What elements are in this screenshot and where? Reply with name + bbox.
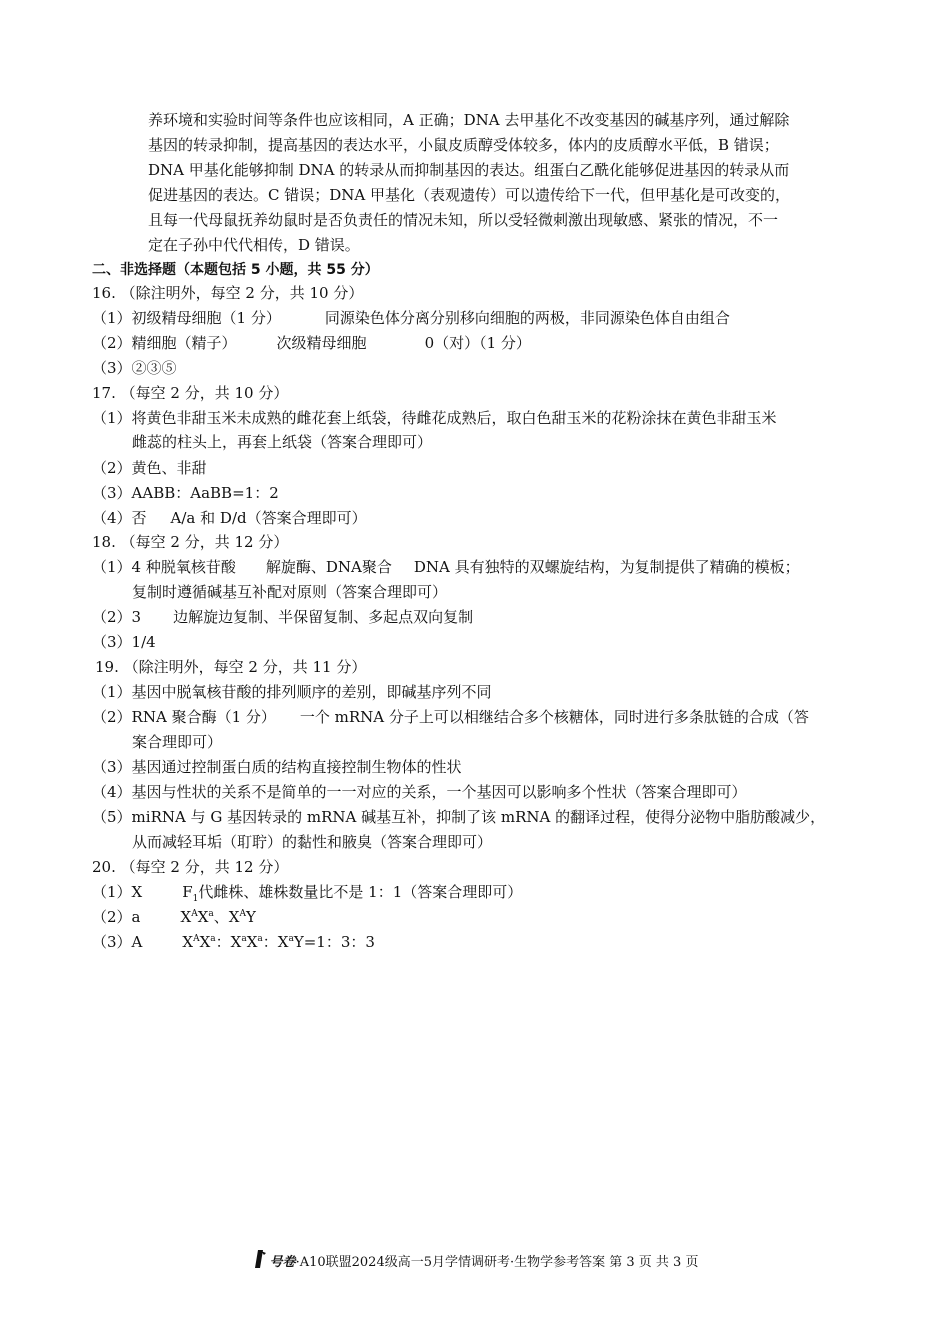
q17-answer-2: （2）黄色、非甜 — [92, 459, 207, 477]
q18-answer-1 — [92, 557, 800, 577]
q20-a2-label: （2）a — [92, 908, 141, 926]
q18-a2-label: （2）3 — [92, 608, 142, 626]
q19-a2-label: （2）RNA 聚合酶（1 分） — [92, 708, 276, 726]
q19-answer-4: （4）基因与性状的关系不是简单的一一对应的关系，一个基因可以影响多个性状（答案合理即可） — [92, 783, 747, 801]
q19-answer-1: （1）基因中脱氧核苷酸的排列顺序的差别，即碱基序列不同 — [92, 683, 492, 701]
q19-answer-3: （3）基因通过控制蛋白质的结构直接控制生物体的性状 — [92, 758, 462, 776]
q16-a2-extra: 0（对）（1 分） — [424, 334, 531, 352]
q16-a1-label: （1）初级精母细胞（1 分） — [92, 309, 281, 327]
intro-line-3: DNA 甲基化能够抑制 DNA 的转录从而抑制基因的表达。组蛋白乙酰化能够促进基因的转录从而 — [148, 161, 790, 179]
q17-answer-3: （3）AABB：AaBB=1：2 — [92, 484, 279, 502]
intro-line-6: 定在子孙中代代相传，D 错误。 — [148, 236, 360, 254]
q18-answer-1-cont: 复制时遵循碱基互补配对原则（答案合理即可） — [132, 583, 448, 601]
q16-a1-text: 同源染色体分离分别移向细胞的两极，非同源染色体自由组合 — [324, 309, 730, 327]
q20-a1-label: （1）X — [92, 883, 143, 901]
q19-answer-2 — [92, 707, 809, 727]
q18-a1-text: 解旋酶、DNA聚合 — [265, 558, 392, 576]
q18-header: 18. （每空 2 分，共 12 分） — [92, 533, 289, 551]
q17-answer-1: （1）将黄色非甜玉米未成熟的雌花套上纸袋，待雌花成熟后，取白色甜玉米的花粉涂抹在黄色非甜玉米 — [92, 409, 777, 427]
logo-icon — [252, 1249, 268, 1276]
q20-a1-text: $F_1$代雌株、雄株数量比不是 1：1（答案合理即可） — [182, 883, 523, 904]
footer-text: ·A10联盟2024级高一5月学情调研考·生物学参考答案 第 3 页 共 3 页 — [295, 1255, 699, 1270]
q17-answer-1-cont: 雌蕊的柱头上，再套上纸袋（答案合理即可） — [132, 433, 433, 451]
intro-line-1: 养环境和实验时间等条件也应该相同，A 正确；DNA 去甲基化不改变基因的碱基序列，通过解除 — [148, 111, 790, 129]
q17-answer-4 — [92, 508, 367, 528]
intro-line-2: 基因的转录抑制，提高基因的表达水平，小鼠皮质醇受体较多，体内的皮质醇水平低，B 错误； — [148, 136, 779, 154]
q17-header: 17. （每空 2 分，共 10 分） — [92, 384, 289, 402]
q16-header: 16. （除注明外，每空 2 分，共 10 分） — [92, 284, 364, 302]
q16-answer-1 — [92, 308, 730, 328]
q19-a2-text: 一个 mRNA 分子上可以相继结合多个核糖体，同时进行多条肽链的合成（答 — [299, 708, 809, 726]
q19-header: 19. （除注明外，每空 2 分，共 11 分） — [95, 658, 367, 676]
q19-answer-5: （5）miRNA 与 G 基因转录的 mRNA 碱基互补，抑制了该 mRNA 的翻译过程，使得分泌物中脂肪酸减少， — [92, 808, 826, 826]
q18-answer-3: （3）1/4 — [92, 633, 156, 651]
q16-a2-text: 次级精母细胞 — [276, 334, 367, 352]
q20-a3-label: （3）A — [92, 933, 143, 951]
q20-header: 20. （每空 2 分，共 12 分） — [92, 858, 289, 876]
q16-a2-label: （2）精细胞（精子） — [92, 334, 237, 352]
q20-answer-3 — [92, 932, 375, 952]
section-title: 二、非选择题（本题包括 5 小题，共 55 分） — [92, 262, 379, 278]
q20-a3-ratio: $X^AX^a$：$X^aX^a$：$X^aY=1$：3：3 — [182, 933, 375, 951]
q18-a1-label: （1）4 种脱氧核苷酸 — [92, 558, 236, 576]
q19-answer-5-cont: 从而减轻耳垢（耵聍）的黏性和腋臭（答案合理即可） — [132, 833, 493, 851]
q18-answer-2 — [92, 607, 473, 627]
q18-a2-text: 边解旋边复制、半保留复制、多起点双向复制 — [173, 608, 474, 626]
footer-logo-text: 号卷 — [269, 1255, 296, 1270]
q16-answer-3: （3）②③⑤ — [92, 359, 177, 377]
intro-line-4: 促进基因的表达。C 错误；DNA 甲基化（表观遗传）可以遗传给下一代，但甲基化是可改变的， — [148, 186, 791, 204]
q19-answer-2-cont: 案合理即可） — [132, 733, 223, 751]
q17-a4-label: （4）否 — [92, 509, 147, 527]
q20-answer-1 — [92, 882, 522, 902]
q17-a4-text: A/a 和 D/d（答案合理即可） — [170, 509, 367, 527]
page-footer — [0, 1249, 950, 1276]
q20-a2-genotypes: $X^AX^a$、$X^AY$ — [180, 908, 256, 926]
q18-a1-extra: DNA 具有独特的双螺旋结构，为复制提供了精确的模板； — [413, 558, 800, 576]
intro-line-5: 且每一代母鼠抚养幼鼠时是否负责任的情况未知，所以受轻微刺激出现敏感、紧张的情况，不一 — [148, 211, 779, 229]
q16-answer-2 — [92, 333, 531, 353]
q20-answer-2 — [92, 907, 256, 927]
